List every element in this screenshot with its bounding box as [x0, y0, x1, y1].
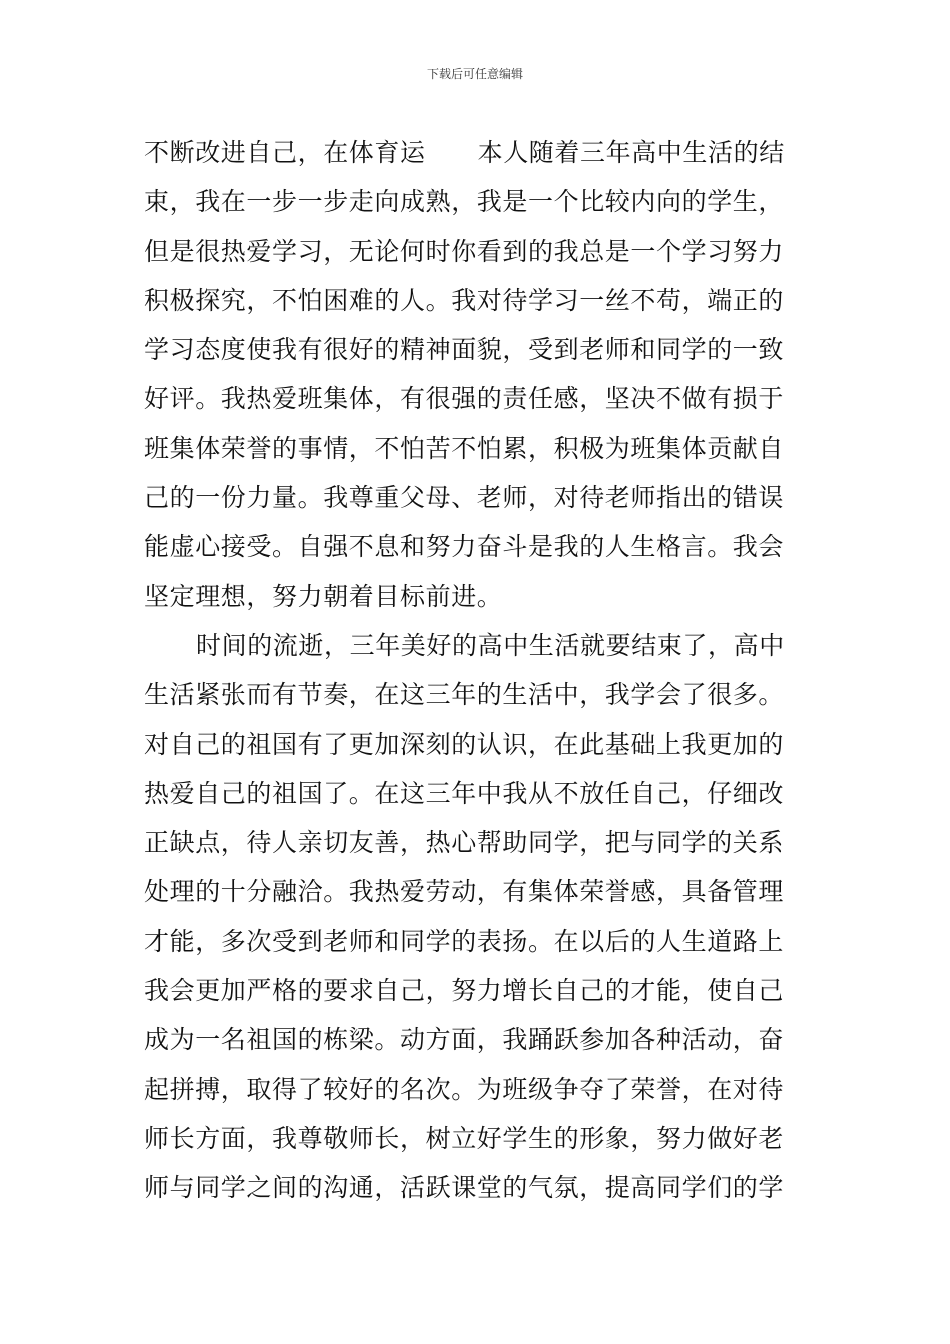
text-line: 生活紧张而有节奏，在这三年的生活中，我学会了很多。 [144, 680, 785, 710]
text-line: 正缺点，待人亲切友善，热心帮助同学，把与同学的关系 [144, 828, 785, 858]
text-line: 热爱自己的祖国了。在这三年中我从不放任自己，仔细改 [144, 778, 785, 808]
text-line: 己的一份力量。我尊重父母、老师，对待老师指出的错误 [144, 483, 785, 513]
text-fragment: 本人随着三年高中生活的结 [477, 138, 785, 167]
text-line: 对自己的祖国有了更加深刻的认识，在此基础上我更加的 [144, 729, 785, 759]
text-line [144, 128, 809, 177]
text-line: 坚定理想，努力朝着目标前进。 [144, 581, 503, 611]
text-line: 我会更加严格的要求自己，努力增长自己的才能，使自己 [144, 976, 785, 1006]
text-line: 学习态度使我有很好的精神面貌，受到老师和同学的一致 [144, 335, 785, 365]
text-line: 师长方面，我尊敬师长，树立好学生的形象，努力做好老 [144, 1123, 785, 1153]
text-line: 起拼搏，取得了较好的名次。为班级争夺了荣誉，在对待 [144, 1074, 785, 1104]
text-fragment: 不断改进自己，在体育运 [144, 138, 426, 167]
text-line: 师与同学之间的沟通，活跃课堂的气氛，提高同学们的学 [144, 1173, 785, 1203]
text-line: 好评。我热爱班集体，有很强的责任感，坚决不做有损于 [144, 384, 785, 414]
text-line: 能虚心接受。自强不息和努力奋斗是我的人生格言。我会 [144, 532, 785, 562]
text-line: 处理的十分融洽。我热爱劳动，有集体荣誉感，具备管理 [144, 877, 785, 907]
text-line: 积极探究，不怕困难的人。我对待学习一丝不苟，端正的 [144, 285, 785, 315]
text-line: 但是很热爱学习，无论何时你看到的我总是一个学习努力 [144, 236, 785, 266]
text-line: 班集体荣誉的事情，不怕苦不怕累，积极为班集体贡献自 [144, 433, 785, 463]
text-line: 成为一名祖国的栋梁。动方面，我踊跃参加各种活动，奋 [144, 1025, 785, 1055]
paragraph-start-line: 时间的流逝，三年美好的高中生活就要结束了，高中 [196, 630, 785, 660]
text-line: 才能，多次受到老师和同学的表扬。在以后的人生道路上 [144, 926, 785, 956]
document-body [144, 128, 809, 1213]
text-line: 束，我在一步一步走向成熟，我是一个比较内向的学生， [144, 187, 785, 217]
page-header: 下载后可任意编辑 [426, 67, 523, 81]
